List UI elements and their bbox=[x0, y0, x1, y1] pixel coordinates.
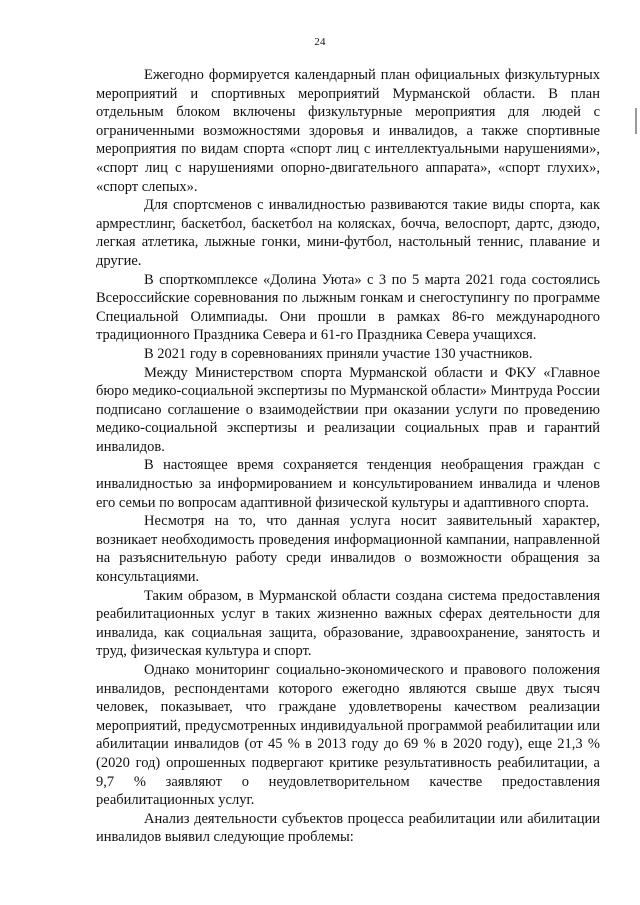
paragraph-dolina-uyuta-competition: В спорткомплексе «Долина Уюта» с 3 по 5 марта 2021 года состоялись Всероссийские соревнования по лыжным гонкам и снегоступингу по программе Специальной Олимпиады. Они прошли в рамках 86-го международного традиционного Праздника Севера и 61-го Праздника Севера учащихся. bbox=[96, 271, 600, 344]
paragraph-participants-count: В 2021 году в соревнованиях приняли участие 130 участников. bbox=[144, 345, 533, 362]
paragraph-monitoring-results: Однако мониторинг социально-экономического и правового положения инвалидов, респондентами которого ежегодно являются свыше двух тысяч человек, показывает, что граждане удовлетворены качеством реализации мероприятий, предусмотренных индивидуальной программой реабилитации или абилитации инвалидов (от 45 % в 2013 году до 69 % в 2020 году), еще 21,3 % (2020 год) опрошенных подвергают критике результативность реабилитации, а 9,7 % заявляют о неудовлетворительном качестве предоставления реабилитационных услуг. bbox=[96, 662, 600, 809]
paragraph-sports-types: Для спортсменов с инвалидностью развиваются такие виды спорта, как армрестлинг, баскетбол, баскетбол на колясках, бочча, велоспорт, дартс, дзюдо, легкая атлетика, лыжные гонки, мини-футбол, настольный теннис, плавание и другие. bbox=[96, 197, 600, 269]
paragraph-sport-events-plan: Ежегодно формируется календарный план официальных физкультурных мероприятий и спортивных мероприятий Мурманской области. В план отдельным блоком включены физкультурные мероприятия для людей с ограниченными возможностями здоровья и инвалидов, а также спортивные мероприятия по видам спорта «спорт лиц с интеллектуальными нарушениями», «спорт лиц с нарушениями опорно-двигательного аппарата», «спорт глухих», «спорт слепых». bbox=[96, 67, 600, 195]
paragraph-analysis-problems: Анализ деятельности субъектов процесса реабилитации или абилитации инвалидов выявил следующие проблемы: bbox=[96, 810, 600, 846]
paragraph-information-campaign: Несмотря на то, что данная услуга носит заявительный характер, возникает необходимость проведения информационной кампании, направленной на разъяснительную работу среди инвалидов о возможности обращения за консультациями. bbox=[96, 513, 600, 586]
paragraph-non-appeal-tendency: В настоящее время сохраняется тенденция необращения граждан с инвалидностью за информированием и консультированием инвалида и членов его семьи по вопросам адаптивной физической культуры и адаптивного спорта. bbox=[96, 457, 600, 511]
document-body bbox=[96, 66, 600, 847]
scan-edge-mark bbox=[635, 108, 637, 134]
paragraph-ministry-agreement: Между Министерством спорта Мурманской области и ФКУ «Главное бюро медико-социальной экспертизы по Мурманской области» Минтруда России подписано соглашение о взаимодействии при оказании услуги по проведению медико-социальной экспертизы и реализации социальных прав и гарантий инвалидов. bbox=[96, 364, 600, 455]
page-number: 24 bbox=[314, 36, 326, 48]
paragraph-rehabilitation-system: Таким образом, в Мурманской области создана система предоставления реабилитационных услуг в таких жизненно важных сферах деятельности для инвалида, как социальная защита, образование, здравоохранение, занятость и труд, физическая культура и спорт. bbox=[96, 587, 600, 660]
